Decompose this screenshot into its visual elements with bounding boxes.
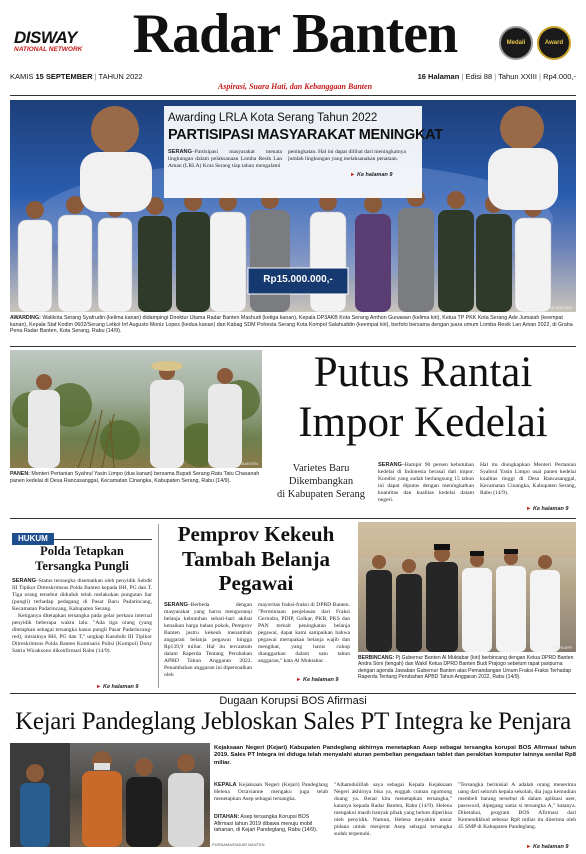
pemprov-body-col1: SERANG–Berbeda dengan masyarakat yang harus menguranqi belanja kebutuhan sehari-hari akibat kenaikan harga bahan pokok, Pemprov Banten justru kekeuh menambah anggaran belanja pegawai hingga Rp139,9 miliar. Hal itu tercantum dalam Raperda Tentang Perubahan APBD Tahun Anggaran 2022. Penambahan anggaran ini dipersoalkan oleh	[164, 602, 252, 678]
disway-network: NATIONAL NETWORK	[14, 46, 83, 53]
prize-board-amount: Rp15.000.000,-	[263, 274, 333, 285]
lead-continued-link[interactable]: ► Ke halaman 9	[350, 172, 393, 178]
pemprov-dateline: SERANG	[164, 602, 188, 608]
bos-photo-credit: PURNAMA/RADAR BANTEN	[212, 842, 265, 847]
award-badge-icon: Award	[537, 26, 571, 60]
pemprov-body-col2: mayoritas fraksi-fraksi di DPRD Banten. "Permintaan penjelasan dari Fraksi Gerindra, PDIP, Golkar, PKB, PKS dan PAN terkait peningkatan belanja pegawai, dapat kami sampaikan bahwa pegawai merupakan belanja wajib dan mengikat, yang harus cukup dianggarkan dalam satu tahun anggaran," kata Al Muktabar.	[258, 602, 350, 664]
bos-kicker-bar	[10, 693, 576, 707]
kedelai-caption: PANEN: Menteri Pertanian Syahrul Yasin Limpo (dua kanan) bersama Bupati Serang Ratu Tatu Chasanah panen kedelai di Desa Rancasanggal, Kecamatan Cinangka, Kabupaten Serang, Rabu (14/9).	[10, 471, 260, 484]
issue-day: KAMIS	[10, 72, 34, 81]
kedelai-dateline: SERANG	[378, 462, 402, 468]
bos-kicker: Dugaan Korupsi BOS Afirmasi	[219, 695, 367, 707]
kedelai-headline-2: Impor Kedelai	[298, 399, 548, 446]
pemprov-photo-credit: DPRD /SGPR	[547, 645, 572, 650]
bos-photo-scene	[10, 743, 210, 847]
hukum-dateline: SERANG	[12, 578, 36, 584]
masthead-divider	[10, 95, 576, 96]
hukum-body: SERANG–Status tersangka disematkan oleh penyidik Subdit III Tipikor Ditreskrimsus Polda Banten kepada BH, PG dan T. Tiga orang tersebut diduduh telah melakukan pungutan liar (pungli) terhadap pedagang di Pasar Baru Padarincang, Kecamatan Padarincang, Kabupaten Serang. Ketiganya ditetapkan tersangka pada gelar perkara internal penyidik beberapa waktu lalu. "Ada tiga orang (yang ditetapkan sebagai tersangka kasus pungli Pasar Padarincang-red), inisialnya BH, PG dan T," ungkap Kasubdit III Tipikor Ditreskrimsus Polda Banten Komisaris Polisi (Kompol) Dony Satria Wicaksono dikonfirmasi Rabu (14/9).	[12, 578, 152, 654]
disway-brand: DISWAY	[14, 28, 77, 47]
lead-kicker: Awarding LRLA Kota Serang Tahun 2022	[168, 112, 378, 124]
medal-badge-icon: Medali	[499, 26, 533, 60]
bos-caption: DITAHAN: Asep tersangka Korupsi BOS Afirmasi tahun 2019 dibawa menuju mobil tahanan, di Kejari Pandeglang, Rabu (14/9).	[214, 814, 318, 834]
tagline: Aspirasi, Suara Hati, dan Kebanggaan Banten	[217, 82, 373, 91]
newspaper-title: Radar Banten	[132, 3, 458, 65]
bos-body-col3: "Tersangka berinisial A adalah orang menerima uang dari seluruh kepala sekolah, dia juga kemudian membeli barang tersebut di dalam aplikasi user, password, dipegang sama si tersangka A," katanya. Diketahui, program BOS Afirmasi dari Kemendikbud sebesar Rp8 miliar itu diterima oleh 45 SMP di Kabupaten Pandeglang.	[458, 782, 576, 830]
issue-year: TAHUN 2022	[98, 72, 143, 81]
lead-caption: AWARDING: Walikota Serang Syafrudin (kelima kanan) didampingi Direktur Utama Radar Banten Mashudi (ketiga kanan), Kepala DP3AKB Kota Serang Anthon Gunawan (kelima kiri), Ketua TP PKK Kota Serang Ade Jumaiah (keempat kanan), Kepala Staf Kodim 0602/Serang Letkol Inf Augusto Moniz Lopes (kedua kanan) dan Kabag SDM Polresta Serang Kota Kompol Salahuddin (keempat kiri), berfoto bersama dengan juara umum Lomba Resik Lan Aman 2022, di Graha Pena Radar Banten, Kota Serang, Rabu (14/9).	[10, 315, 573, 335]
kedelai-continued-link[interactable]: ► Ke halaman 9	[526, 506, 569, 512]
edition-number: Edisi 88	[465, 72, 493, 81]
disway-logo	[14, 28, 94, 53]
kedelai-photo-credit: DI.ZAKKAMAR BANTEN	[213, 461, 258, 466]
pemprov-photo	[358, 522, 576, 652]
kedelai-headline-1: Putus Rantai	[313, 349, 533, 396]
bos-body-col2: "Alhamdulillah saya sebagai Kepala Kejaksaan Negeri akhirnya bisa ya, enggak cuman ngomong doang ya. Benar kita menetapkan tersangka," katanya kepada Radar Banten, Rabu (14/9). Helena mengakui masih banyak pihak yang belum diperiksa oleh penyidik. Namun, Helena meyakini unsur pidana untuk menjerat Asep sebagai tersangka sudah terpenuhi.	[334, 782, 452, 837]
lead-photo-credit: ISODOKTROKAR BANTEN	[522, 305, 572, 310]
hukum-headline: Polda Tetapkan Tersangka Pungli	[35, 544, 129, 573]
bos-photo	[10, 743, 210, 847]
pemprov-headline: Pemprov Kekeuh Tambah Belanja Pegawai	[177, 522, 335, 595]
hukum-rubric: HUKUM	[12, 528, 152, 540]
kedelai-photo-scene	[10, 350, 262, 468]
pemprov-continued-link[interactable]: ► Ke halaman 9	[296, 677, 339, 683]
bos-lede: Kejaksaan Negeri (Kejari) Kabupaten Pandeglang akhirnya menetapkan Asep sebagai tersangka korupsi BOS Afirmasi tahun 2019. Sales PT Integra ini diduga telah menyalahi aturan pembelian pengadaan tablet dan perakitan komputer lainnya senilai Rp8 miliar.	[214, 745, 576, 766]
kedelai-photo	[10, 350, 262, 468]
bos-headline: Kejari Pandeglang Jebloskan Sales PT Integra ke Penjara	[15, 708, 571, 735]
kedelai-body-col1: SERANG–Hampir 90 persen kebutuhan kedelai di Indonesia berasal dari impor. Kondisi yang sudah berlangsung 15 tahun ini dapat diputus dengan meningkatkan kuantitas dan kualitas kedelai dalam negeri.	[378, 462, 474, 503]
volume-year: Tahun XXIII	[498, 72, 537, 81]
issue-date: 15 SEPTEMBER	[35, 72, 93, 81]
hukum-continued-link[interactable]: ► Ke halaman 9	[96, 684, 139, 690]
lead-dateline: SERANG	[168, 149, 192, 155]
kedelai-subheadline: Varietes Baru Dikembangkan di Kabupaten Serang	[276, 463, 366, 500]
lead-headline: PARTISIPASI MASYARAKAT MENINGKAT	[168, 127, 443, 143]
pemprov-photo-scene	[358, 522, 576, 652]
bos-continued-link[interactable]: ► Ke halaman 9	[526, 844, 569, 850]
lead-body-col2: peningkatan. Hal ini dapat dilihat dari meningkatnya jumlah lingkungan yang melaksanakan penataan.	[288, 149, 406, 162]
dateline-bar: KAMIS 15 SEPTEMBER | TAHUN 2022 16 Halaman | Edisi 88 | Tahun XXIII | Rp4.000,-	[10, 72, 576, 81]
kedelai-body-col2: Hal itu diungkapkan Menteri Pertanian Syahrul Yasin Limpo usai panen kedelai kualitas tinggi di Desa Rancasanggal, Kecamatan Cinangka, Kabupaten Serang, Rabu (14/9).	[480, 462, 576, 496]
cover-price: Rp4.000,-	[543, 72, 576, 81]
bos-body-col1: KEPALA Kejaksaan Negeri (Kejari) Pandeglang Helena Octavianne mengaku juga telah menetapkan Asep sebagai tersangka.	[214, 782, 328, 802]
pemprov-caption: BERBINCANG: Pj Gubernur Banten Al Muktabar (kiri) berbincang dengan Ketua DPRD Banten Andra Soni (tengah) dan Wakil Ketua DPRD Banten Budi Prajogo sebelum rapat paripurna dengan agenda Jawaban Gubernur Banten atas Pemandangan Umum Fraksi-Fraksi Terhadap Raperda Tentang Perubahan APBD Tahun Anggaran 2022, Rabu (14/9).	[358, 655, 574, 681]
lead-body-col1: SERANG–Partisipasi masyarakat menata lingkungan dalam pelaksanaan Lomba Resik Lan Aman (LRLA) Kota Serang tiap tahun mengalami	[168, 149, 282, 169]
page-count: 16 Halaman	[417, 72, 460, 81]
